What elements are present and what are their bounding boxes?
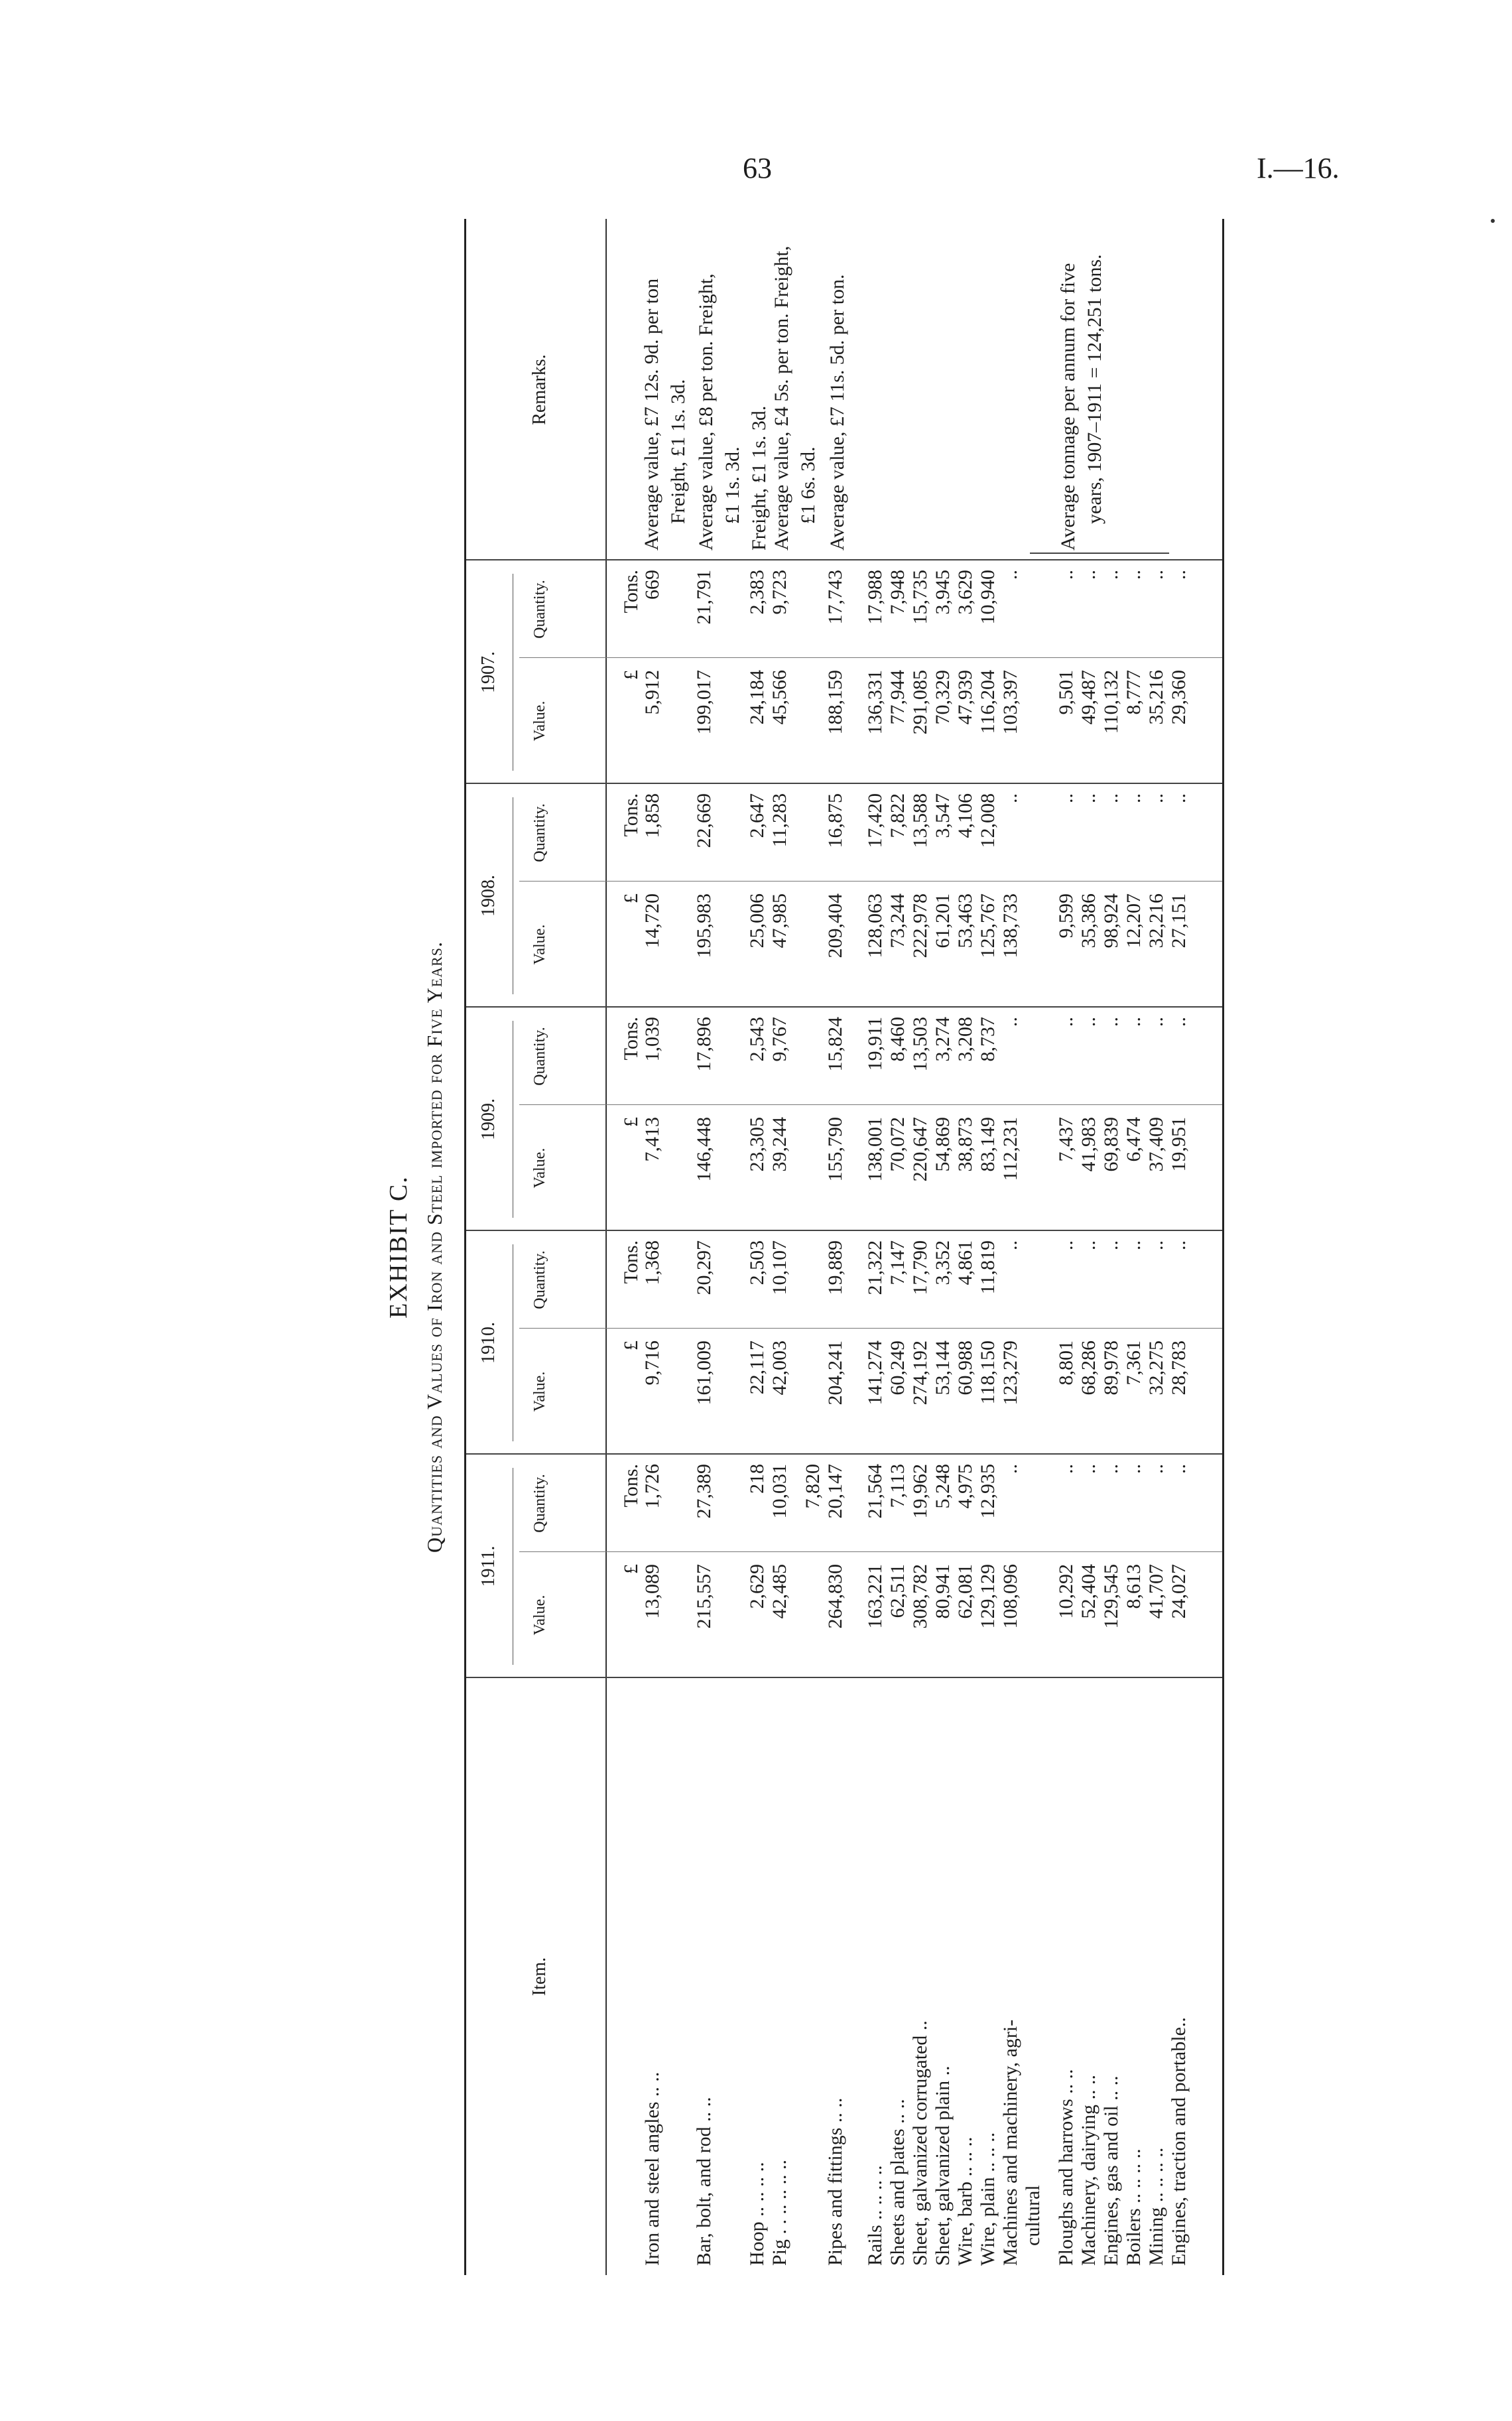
row-item-label: Sheet, galvanized plain .. [932,2065,954,2266]
quantity-cell: 19,911 [864,1017,886,1071]
value-cell: 138,001 [864,1117,886,1182]
value-cell: 308,782 [909,1564,931,1629]
value-cell: 129,545 [1100,1564,1122,1629]
unit-tons: Tons. [620,1017,642,1061]
unit-tons: Tons. [620,1464,642,1508]
value-cell: 29,360 [1168,670,1190,725]
quantity-cell: .. [1055,793,1077,803]
quantity-subheader: Quantity. [531,580,548,639]
value-cell: 9,599 [1055,893,1077,939]
row-item-label: Iron and steel angles .. .. [641,2071,663,2266]
year-header: 1910. [478,1322,499,1364]
value-cell: 32,216 [1145,893,1167,949]
quantity-cell: 2,543 [746,1017,768,1062]
value-cell: 204,241 [824,1341,846,1406]
brace-rule [1030,549,1169,554]
quantity-cell: .. [1100,570,1122,580]
quantity-cell: 7,113 [887,1464,909,1508]
quantity-cell: .. [999,1240,1021,1250]
value-cell: 10,292 [1055,1564,1077,1619]
value-cell: 112,231 [999,1117,1021,1181]
value-subheader: Value. [531,700,548,742]
unit-pound: £ [620,893,642,903]
quantity-cell: 11,819 [977,1240,999,1295]
row-item-label: Boilers .. .. .. .. [1123,2148,1145,2266]
quantity-cell: 17,988 [864,570,886,625]
value-cell: 163,221 [864,1564,886,1629]
quantity-cell: 669 [641,570,663,600]
quantity-cell: 19,889 [824,1240,846,1295]
unit-pound: £ [620,1564,642,1574]
value-cell: 23,305 [746,1117,768,1172]
value-cell: 141,274 [864,1341,886,1406]
remark-line: Average value, £7 12s. 9d. per ton [641,278,662,551]
quantity-cell: .. [1100,1017,1122,1027]
quantity-cell: 7,822 [887,793,909,838]
quantity-cell: .. [1145,1464,1167,1474]
value-cell: 54,869 [932,1117,954,1172]
value-cell: 47,939 [954,670,976,725]
quantity-cell: 2,647 [746,793,768,838]
quantity-cell: 21,322 [864,1240,886,1295]
value-cell: 108,096 [999,1564,1021,1629]
value-cell: 89,978 [1100,1341,1122,1396]
value-cell: 9,716 [641,1341,663,1386]
row-item-label: Pig . . .. .. .. .. [769,2159,790,2266]
quantity-cell: 13,503 [909,1017,931,1072]
row-item-label: Rails .. .. .. .. [864,2165,886,2266]
quantity-cell: .. [1055,1464,1077,1474]
value-cell: 70,072 [887,1117,909,1172]
quantity-cell: 4,106 [954,793,976,838]
value-cell: 199,017 [693,670,715,735]
value-cell: 38,873 [954,1117,976,1172]
remark-line: Average tonnage per annum for five [1057,263,1079,551]
value-cell: 128,063 [864,893,886,958]
value-cell: 138,733 [999,893,1021,958]
quantity-cell: .. [1078,1464,1100,1474]
quantity-cell: 9,723 [769,570,790,615]
quantity-cell: 22,669 [693,793,715,848]
value-cell: 68,286 [1078,1341,1100,1396]
value-cell: 215,557 [693,1564,715,1629]
value-cell: 136,331 [864,670,886,735]
value-cell: 27,151 [1168,893,1190,949]
quantity-cell: 15,735 [909,570,931,625]
remark-line: Freight, £1 1s. 3d. [748,405,770,551]
quantity-cell: 8,737 [977,1017,999,1062]
quantity-cell: 3,629 [954,570,976,615]
value-cell: 80,941 [932,1564,954,1619]
value-cell: 7,361 [1123,1341,1145,1386]
row-item-label: Machines and machinery, agri- [999,2019,1021,2266]
year-header: 1909. [478,1098,499,1140]
value-cell: 12,207 [1123,893,1145,949]
value-cell: 14,720 [641,893,663,949]
remark-line: Freight, £1 1s. 3d. [667,379,689,524]
unit-tons: Tons. [620,1240,642,1284]
quantity-cell: .. [999,1017,1021,1027]
quantity-cell: .. [999,570,1021,580]
quantity-cell: 3,945 [932,570,954,615]
value-cell: 77,944 [887,670,909,725]
value-cell: 62,081 [954,1564,976,1619]
value-cell: 161,009 [693,1341,715,1406]
value-cell: 25,006 [746,893,768,949]
unit-pound: £ [620,670,642,680]
remark-line: £1 6s. 3d. [797,446,819,524]
quantity-cell: 5,248 [932,1464,954,1509]
value-cell: 73,244 [887,893,909,949]
quantity-cell: 1,368 [641,1240,663,1285]
quantity-cell: 7,948 [887,570,909,615]
value-cell: 209,404 [824,893,846,958]
quantity-cell: .. [1055,1240,1077,1250]
quantity-cell: .. [1145,1017,1167,1027]
quantity-cell: 19,962 [909,1464,931,1519]
quantity-cell: 3,208 [954,1017,976,1062]
quantity-cell: 17,896 [693,1017,715,1072]
unit-pound: £ [620,1341,642,1350]
value-cell: 35,386 [1078,893,1100,949]
header-remarks: Remarks. [529,354,550,425]
value-cell: 110,132 [1100,670,1122,734]
imports-table [464,219,1224,2275]
quantity-cell: .. [1168,1240,1190,1250]
value-cell: 62,511 [887,1564,909,1618]
value-cell: 28,783 [1168,1341,1190,1396]
row-item-label: Engines, traction and portable.. [1168,2017,1190,2266]
value-cell: 24,027 [1168,1564,1190,1619]
quantity-subheader: Quantity. [531,1474,548,1533]
value-cell: 39,244 [769,1117,790,1172]
quantity-cell: .. [1123,793,1145,803]
quantity-cell: .. [1100,1464,1122,1474]
row-item-label: Machinery, dairying .. .. [1078,2075,1100,2266]
quantity-cell: 17,743 [824,570,846,625]
unit-tons: Tons. [620,570,642,614]
quantity-cell: .. [1168,1464,1190,1474]
quantity-cell: 9,767 [769,1017,790,1062]
value-cell: 222,978 [909,893,931,958]
value-cell: 220,647 [909,1117,931,1182]
quantity-cell: .. [1078,1017,1100,1027]
quantity-cell: 12,008 [977,793,999,848]
col-line [466,559,1222,560]
value-cell: 7,437 [1055,1117,1077,1162]
quantity-cell: 11,283 [769,793,790,848]
row-item-label: Sheet, galvanized corrugated .. [909,2020,931,2266]
quantity-cell: 218 [746,1464,768,1494]
value-cell: 52,404 [1078,1564,1100,1619]
quantity-cell: 20,297 [693,1240,715,1295]
quantity-cell: 4,975 [954,1464,976,1509]
value-cell: 118,150 [977,1341,999,1405]
value-cell: 8,801 [1055,1341,1077,1386]
value-cell: 53,144 [932,1341,954,1396]
quantity-cell: .. [1123,570,1145,580]
value-cell: 19,951 [1168,1117,1190,1172]
value-cell: 146,448 [693,1117,715,1182]
page-number: 63 [743,152,772,184]
year-header: 1908. [478,875,499,917]
quantity-cell: 1,726 [641,1464,663,1509]
value-cell: 37,409 [1145,1117,1167,1172]
value-cell: 291,085 [909,670,931,735]
table-title: Quantities and Values of Iron and Steel imported for Five Years. [422,941,446,1553]
row-item-label: Wire, plain .. .. .. [977,2132,999,2266]
value-cell: 60,988 [954,1341,976,1396]
value-cell: 70,329 [932,670,954,725]
quantity-cell: 15,824 [824,1017,846,1072]
quantity-cell: 27,389 [693,1464,715,1519]
page-reference: I.—16. [1257,152,1340,184]
value-cell: 188,159 [824,670,846,735]
year-header: 1907. [478,651,499,693]
header-rule [605,219,607,2275]
quantity-cell: 3,274 [932,1017,954,1062]
row-item-label: Wire, barb .. .. .. [954,2136,976,2266]
value-subheader: Value. [531,1147,548,1189]
value-cell: 274,192 [909,1341,931,1406]
value-cell: 9,501 [1055,670,1077,715]
quantity-cell: 17,420 [864,793,886,848]
value-cell: 60,249 [887,1341,909,1396]
value-cell: 103,397 [999,670,1021,735]
year-header: 1911. [478,1545,499,1587]
value-cell: 49,487 [1078,670,1100,725]
quantity-cell: .. [999,793,1021,803]
quantity-cell: .. [1078,1240,1100,1250]
quantity-cell: 10,031 [769,1464,790,1519]
quantity-cell: 17,790 [909,1240,931,1295]
value-cell: 41,707 [1145,1564,1167,1619]
quantity-cell: .. [1168,570,1190,580]
row-item-label: Sheets and plates .. .. [887,2099,909,2266]
value-subheader: Value. [531,924,548,965]
quantity-cell: 4,861 [954,1240,976,1285]
value-cell: 42,485 [769,1564,790,1619]
quantity-subheader: Quantity. [531,1027,548,1086]
header-item: Item. [529,1957,550,1996]
value-cell: 155,790 [824,1117,846,1182]
quantity-cell: .. [1145,1240,1167,1250]
value-cell: 195,983 [693,893,715,958]
value-cell: 53,463 [954,893,976,949]
value-cell: 264,830 [824,1564,846,1629]
quantity-cell: .. [999,1464,1021,1474]
quantity-cell: .. [1055,1017,1077,1027]
quantity-cell: .. [1078,793,1100,803]
row-item-label: Mining .. .. .. .. [1145,2147,1167,2266]
value-cell: 69,839 [1100,1117,1122,1172]
quantity-cell: 7,820 20,147 [802,1464,846,1519]
value-cell: 24,184 [746,670,768,725]
remark-line: Average value, £8 per ton. Freight, [695,273,717,551]
value-cell: 61,201 [932,893,954,949]
value-cell: 5,912 [641,670,663,715]
value-cell: 83,149 [977,1117,999,1172]
quantity-cell: 1,039 [641,1017,663,1062]
remark [639,279,692,551]
value-cell: 123,279 [999,1341,1021,1406]
value-cell: 22,117 [746,1341,768,1395]
remark [1055,254,1108,551]
value-cell: 98,924 [1100,893,1122,949]
quantity-cell: .. [1145,793,1167,803]
remark-line: £1 1s. 3d. [722,446,743,524]
quantity-cell: 13,588 [909,793,931,848]
quantity-cell: 2,503 [746,1240,768,1285]
quantity-cell: .. [1100,1240,1122,1250]
value-cell: 129,129 [977,1564,999,1629]
value-cell: 47,985 [769,893,790,949]
value-cell: 8,777 [1123,670,1145,715]
quantity-subheader: Quantity. [531,1250,548,1309]
quantity-cell: .. [1168,793,1190,803]
unit-pound: £ [620,1117,642,1127]
quantity-cell: 12,935 [977,1464,999,1519]
remark-line: Average value, £4 5s. per ton. Freight, [771,245,792,551]
value-cell: 35,216 [1145,670,1167,725]
quantity-cell: .. [1055,570,1077,580]
quantity-cell: .. [1145,570,1167,580]
row-item-label: Ploughs and harrows .. .. [1055,2069,1077,2266]
quantity-cell: 21,791 [693,570,715,625]
remark [824,274,851,551]
quantity-cell: 8,460 [887,1017,909,1062]
row-item-label: Pipes and fittings .. .. [824,2097,846,2266]
value-cell: 125,767 [977,893,999,958]
quantity-cell: .. [1123,1240,1145,1250]
quantity-cell: 21,564 [864,1464,886,1519]
quantity-cell: 1,858 [641,793,663,838]
quantity-subheader: Quantity. [531,803,548,862]
exhibit-heading: EXHIBIT C. [385,1175,412,1319]
value-cell: 42,003 [769,1341,790,1396]
value-cell: 2,629 [746,1564,768,1609]
value-cell: 45,566 [769,670,790,725]
quantity-cell: 7,147 [887,1240,909,1285]
quantity-cell: 3,547 [932,793,954,838]
remark-line: years, 1907–1911 = 124,251 tons. [1084,254,1105,524]
value-cell: 7,413 [641,1117,663,1162]
row-item-label: Bar, bolt, and rod .. .. [693,2097,715,2266]
rotated-table-block [375,219,1224,2275]
value-cell: 116,204 [977,670,999,734]
value-subheader: Value. [531,1595,548,1636]
unit-tons: Tons. [620,793,642,837]
value-cell: 6,474 [1123,1117,1145,1162]
quantity-cell: 10,940 [977,570,999,625]
remark-line: Average value, £7 11s. 5d. per ton. [826,274,848,551]
quantity-cell: 16,875 [824,793,846,848]
quantity-cell: .. [1123,1464,1145,1474]
row-item-label: cultural [1022,2185,1044,2246]
quantity-cell: .. [1168,1017,1190,1027]
row-item-label: Hoop .. .. .. .. [746,2162,768,2266]
value-cell: 41,983 [1078,1117,1100,1172]
row-item-label: Engines, gas and oil .. .. [1100,2075,1122,2266]
quantity-cell: 2,383 [746,570,768,615]
remark [693,273,746,551]
value-cell: 8,613 [1123,1564,1145,1609]
quantity-cell: 10,107 [769,1240,790,1295]
value-cell: 32,275 [1145,1341,1167,1396]
value-cell: 13,089 [641,1564,663,1619]
quantity-cell: .. [1123,1017,1145,1027]
value-subheader: Value. [531,1371,548,1412]
quantity-cell: .. [1100,793,1122,803]
quantity-cell: 3,352 [932,1240,954,1285]
quantity-cell: .. [1078,570,1100,580]
margin-dot [1491,219,1495,223]
remark [769,246,822,551]
